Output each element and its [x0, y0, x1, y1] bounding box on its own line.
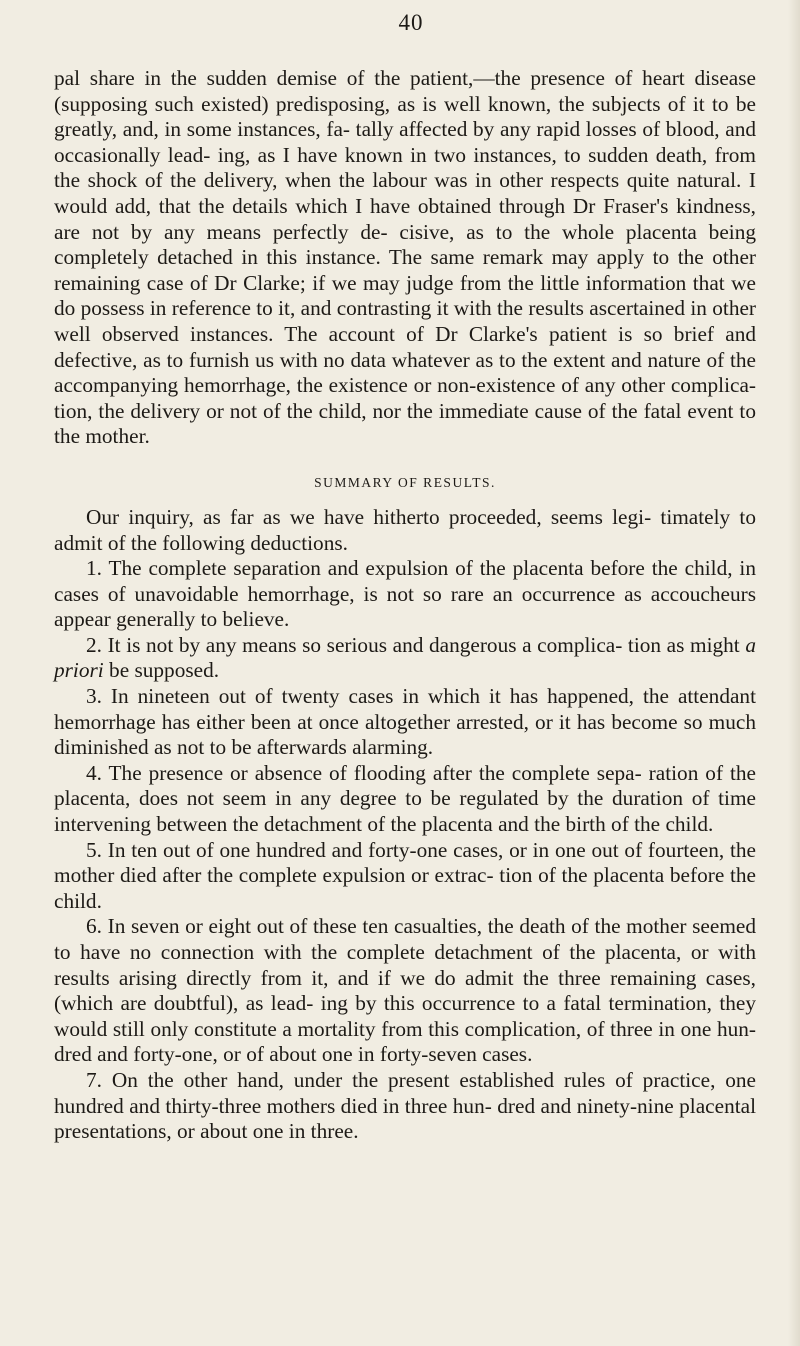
deduction-2-italic-phrase: a priori [54, 632, 756, 683]
summary-lead-paragraph: Our inquiry, as far as we have hitherto proceeded, seems legi- timately to admit of the following deductions. [54, 504, 756, 555]
deduction-1: 1. The complete separation and expulsion of the placenta before the child, in cases of unavoidable hemorrhage, is not so rare an occurrence as accoucheurs appear generally to believe. [54, 556, 756, 632]
page-edge-shadow [788, 0, 800, 1346]
deduction-2-text-after: be supposed. [103, 658, 220, 683]
page-number: 40 [398, 10, 424, 35]
intro-paragraph: pal share in the sudden demise of the patient,—the presence of heart disease (supposing such existed) predisposing, as is well known, the subjects of it to be greatly, and, in some instances, fa- tally affected by any rapid losses of blood, and occasionally lead- ing, as I have known in two instances, to sudden death, from the shock of the delivery, when the labour was in other respects quite natural. I would add, that the details which I have obtained through Dr Fraser's kindness, are not by any means perfectly de- cisive, as to the whole placenta being completely detached in this instance. The same remark may apply to the other remaining case of Dr Clarke; if we may judge from the little information that we do possess in reference to it, and contrasting it with the results ascertained in other well observed instances. The account of Dr Clarke's patient is so brief and defective, as to furnish us with no data whatever as to the extent and nature of the accompanying hemorrhage, the existence or non-existence of any other complica- tion, the delivery or not of the child, nor the immediate cause of the fatal event to the mother. [54, 66, 757, 449]
deduction-3: 3. In nineteen out of twenty cases in which it has happened, the attendant hemorrhage has either been at once altogether arrested, or it has become so much diminished as not to be afterwards alarming. [54, 684, 756, 760]
deduction-2 [54, 633, 756, 684]
section-heading: SUMMARY OF RESULTS. [314, 474, 496, 490]
deduction-6: 6. In seven or eight out of these ten casualties, the death of the mother seemed to have no connection with the complete detachment of the placenta, or with results arising directly from it, and if we do admit the three remaining cases, (which are doubtful), as lead- ing by this occurrence to a fatal termination, they would still only constitute a mortality from this complication, of three in one hun- dred and forty-one, or of about one in forty-seven cases. [54, 914, 756, 1067]
deduction-7: 7. On the other hand, under the present established rules of practice, one hundred and thirty-three mothers died in three hun- dred and ninety-nine placental presentations, or about one in three. [54, 1067, 756, 1144]
deduction-2-text-before: 2. It is not by any means so serious and dangerous a complica- tion as might [86, 632, 746, 657]
deduction-5: 5. In ten out of one hundred and forty-one cases, or in one out of fourteen, the mother died after the complete expulsion or extrac- tion of the placenta before the child. [54, 837, 756, 913]
deduction-4: 4. The presence or absence of flooding after the complete sepa- ration of the placenta, does not seem in any degree to be regulated by the duration of time intervening between the detachment of the placenta and the birth of the child. [54, 760, 756, 837]
